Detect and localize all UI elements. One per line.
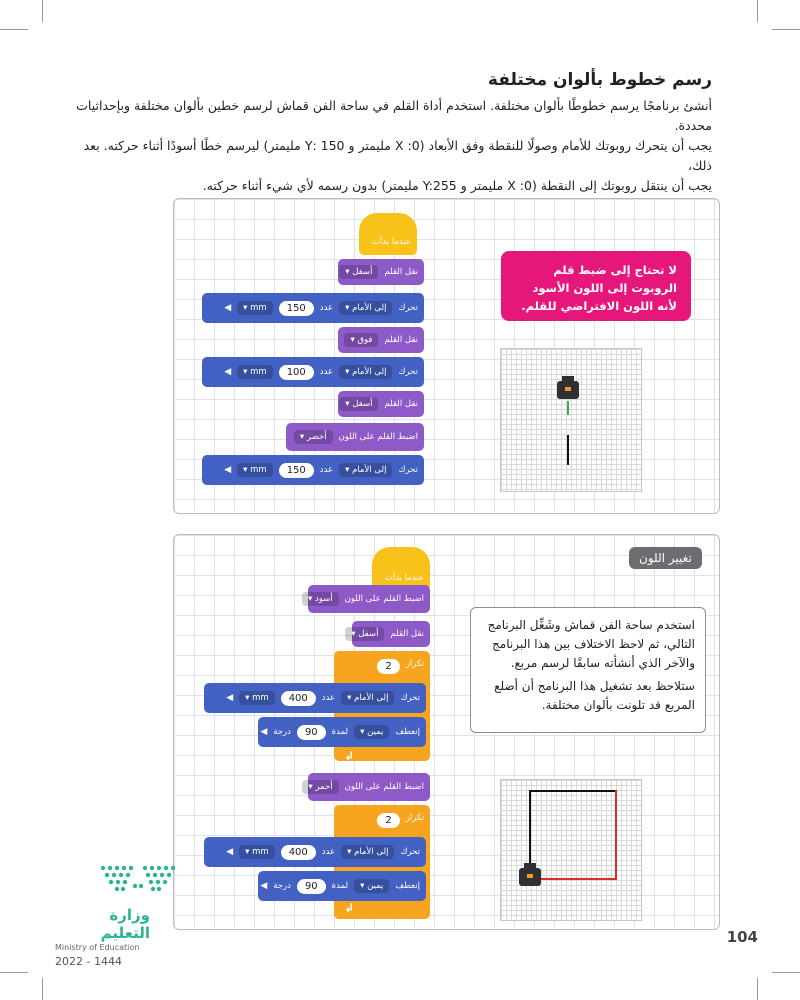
- distance-input[interactable]: 150: [279, 301, 314, 316]
- collapse-arrow-icon[interactable]: ◀: [260, 727, 268, 737]
- move-block[interactable]: [204, 837, 426, 867]
- program-panel-2: [173, 534, 720, 930]
- count-label: عدد: [321, 693, 336, 703]
- distance-input[interactable]: 400: [281, 691, 316, 706]
- distance-input[interactable]: 150: [279, 463, 314, 478]
- pen-color-block[interactable]: [308, 773, 430, 801]
- loop-end-arrow-icon: ↲: [344, 749, 355, 763]
- repeat-label: تكرار: [405, 813, 424, 823]
- degree-unit: درجة: [273, 881, 291, 891]
- degree-unit: درجة: [273, 727, 291, 737]
- canvas-preview: [500, 779, 642, 921]
- color-dropdown[interactable]: أسود ▾: [302, 592, 339, 606]
- red-square-right: [615, 790, 617, 880]
- crop-mark: [42, 0, 43, 22]
- collapse-arrow-icon[interactable]: ◀: [224, 303, 232, 313]
- crop-mark: [772, 29, 800, 30]
- pen-label: نقل القلم: [384, 335, 418, 345]
- direction-dropdown[interactable]: إلى الأمام ▾: [339, 301, 392, 315]
- count-label: عدد: [319, 303, 334, 313]
- collapse-arrow-icon[interactable]: ◀: [260, 881, 268, 891]
- move-label: تحرك: [398, 303, 418, 313]
- distance-input[interactable]: 400: [281, 845, 316, 860]
- for-label: لمدة: [331, 727, 349, 737]
- robot-icon: [557, 381, 579, 399]
- direction-dropdown[interactable]: إلى الأمام ▾: [341, 845, 394, 859]
- instruction-paragraph-2: ستلاحظ بعد تشغيل هذا البرنامج أن أضلع المربع قد تلونت بألوان مختلفة.: [494, 679, 695, 712]
- canvas-preview: [500, 348, 642, 492]
- pen-color-label: اضبط القلم على اللون: [344, 594, 424, 604]
- pen-block[interactable]: [338, 391, 424, 417]
- direction-dropdown[interactable]: إلى الأمام ▾: [341, 691, 394, 705]
- page-number: 104: [726, 928, 758, 946]
- move-label: تحرك: [400, 693, 420, 703]
- move-block[interactable]: [202, 293, 424, 323]
- direction-dropdown[interactable]: إلى الأمام ▾: [339, 365, 392, 379]
- crop-mark: [757, 978, 758, 1000]
- black-square-left: [529, 790, 531, 868]
- unit-dropdown[interactable]: mm ▾: [237, 463, 273, 477]
- crop-mark: [42, 978, 43, 1000]
- loop-end-arrow-icon: ↲: [344, 901, 355, 915]
- count-label: عدد: [319, 367, 334, 377]
- intro-line-2: يجب أن يتحرك روبوتك للأمام وصولًا للنقطة وفق الأبعاد (X :0 مليمتر و 150 :Y مليمتر) ليرسم خطًا أسودًا أثناء حركته. بعد ذلك،: [83, 138, 712, 173]
- ministry-name-ar: وزارة التعليم: [100, 906, 150, 942]
- pen-option-dropdown[interactable]: فوق ▾: [344, 333, 378, 347]
- count-label: عدد: [319, 465, 334, 475]
- pen-label: نقل القلم: [384, 267, 418, 277]
- unit-dropdown[interactable]: mm ▾: [239, 691, 275, 705]
- pen-color-label: اضبط القلم على اللون: [344, 782, 424, 792]
- direction-dropdown[interactable]: إلى الأمام ▾: [339, 463, 392, 477]
- turn-direction-dropdown[interactable]: يمين ▾: [354, 725, 389, 739]
- ministry-name-en: Ministry of Education: [55, 943, 140, 952]
- black-square-top: [529, 790, 617, 792]
- unit-dropdown[interactable]: mm ▾: [239, 845, 275, 859]
- pen-block[interactable]: [352, 621, 430, 647]
- robot-icon: [519, 868, 541, 886]
- color-dropdown[interactable]: أخضر ▾: [294, 430, 333, 444]
- repeat-count-input[interactable]: 2: [377, 813, 399, 828]
- pen-label: نقل القلم: [384, 399, 418, 409]
- crop-mark: [0, 972, 28, 973]
- count-label: عدد: [321, 847, 336, 857]
- crop-mark: [772, 972, 800, 973]
- ministry-logo: [55, 860, 195, 968]
- pen-option-dropdown[interactable]: أسفل ▾: [339, 397, 378, 411]
- section-tag: تغيير اللون: [629, 547, 702, 569]
- pen-color-label: اضبط القلم على اللون: [338, 432, 418, 442]
- move-label: تحرك: [398, 367, 418, 377]
- collapse-arrow-icon[interactable]: ◀: [224, 465, 232, 475]
- instruction-paragraph-1: استخدم ساحة الفن قماش وشَغِّل البرنامج التالي، ثم لاحظ الاختلاف بين هذا البرنامج والآخر الذي أنشأته سابقًا لرسم مربع.: [487, 618, 695, 670]
- degrees-input[interactable]: 90: [297, 879, 326, 894]
- unit-dropdown[interactable]: mm ▾: [237, 365, 273, 379]
- section-title: رسم خطوط بألوان مختلفة: [487, 70, 712, 90]
- distance-input[interactable]: 100: [279, 365, 314, 380]
- pen-block[interactable]: [338, 259, 424, 285]
- pen-option-dropdown[interactable]: أسفل ▾: [339, 265, 378, 279]
- collapse-arrow-icon[interactable]: ◀: [226, 693, 234, 703]
- turn-direction-dropdown[interactable]: يمين ▾: [354, 879, 389, 893]
- crop-mark: [757, 0, 758, 22]
- pen-block[interactable]: [338, 327, 424, 353]
- turn-block[interactable]: [258, 871, 426, 901]
- color-dropdown[interactable]: أحمر ▾: [302, 780, 338, 794]
- ministry-emblem-icon: [55, 860, 195, 908]
- pen-option-dropdown[interactable]: أسفل ▾: [345, 627, 384, 641]
- academic-year: 2022 - 1444: [55, 955, 122, 968]
- collapse-arrow-icon[interactable]: ◀: [226, 847, 234, 857]
- pen-label: نقل القلم: [390, 629, 424, 639]
- when-started-block[interactable]: [359, 213, 417, 255]
- red-square-bottom: [529, 878, 617, 880]
- collapse-arrow-icon[interactable]: ◀: [224, 367, 232, 377]
- move-label: تحرك: [400, 847, 420, 857]
- move-block[interactable]: [202, 455, 424, 485]
- intro-line-3: يجب أن ينتقل روبوتك إلى النقطة (X :0 مليمتر و Y:255 مليمتر) بدون رسمه لأي شيء أثناء حركته.: [202, 178, 712, 193]
- repeat-count-input[interactable]: 2: [377, 659, 399, 674]
- for-label: لمدة: [331, 881, 349, 891]
- degrees-input[interactable]: 90: [297, 725, 326, 740]
- move-label: تحرك: [398, 465, 418, 475]
- intro-line-1: أنشئ برنامجًا يرسم خطوطًا بألوان مختلفة. استخدم أداة القلم في ساحة الفن قماش لرسم خطين بألوان مختلفة وبإحداثيات محددة.: [76, 98, 712, 133]
- tip-note: لا تحتاج إلى ضبط قلم الروبوت إلى اللون الأسود لأنه اللون الافتراضي للقلم.: [501, 251, 691, 321]
- green-line: [567, 401, 569, 415]
- pen-color-block[interactable]: [286, 423, 424, 451]
- turn-label: إنعطف: [395, 881, 420, 891]
- black-line: [567, 435, 569, 465]
- pen-color-block[interactable]: [308, 585, 430, 613]
- instruction-note: [470, 607, 706, 733]
- turn-label: إنعطف: [395, 727, 420, 737]
- when-started-label: عندما بدأت: [384, 573, 424, 583]
- turn-block[interactable]: [258, 717, 426, 747]
- when-started-label: عندما بدأت: [371, 237, 411, 247]
- unit-dropdown[interactable]: mm ▾: [237, 301, 273, 315]
- move-block[interactable]: [204, 683, 426, 713]
- repeat-label: تكرار: [405, 659, 424, 669]
- program-panel-1: [173, 198, 720, 514]
- move-block[interactable]: [202, 357, 424, 387]
- crop-mark: [0, 29, 28, 30]
